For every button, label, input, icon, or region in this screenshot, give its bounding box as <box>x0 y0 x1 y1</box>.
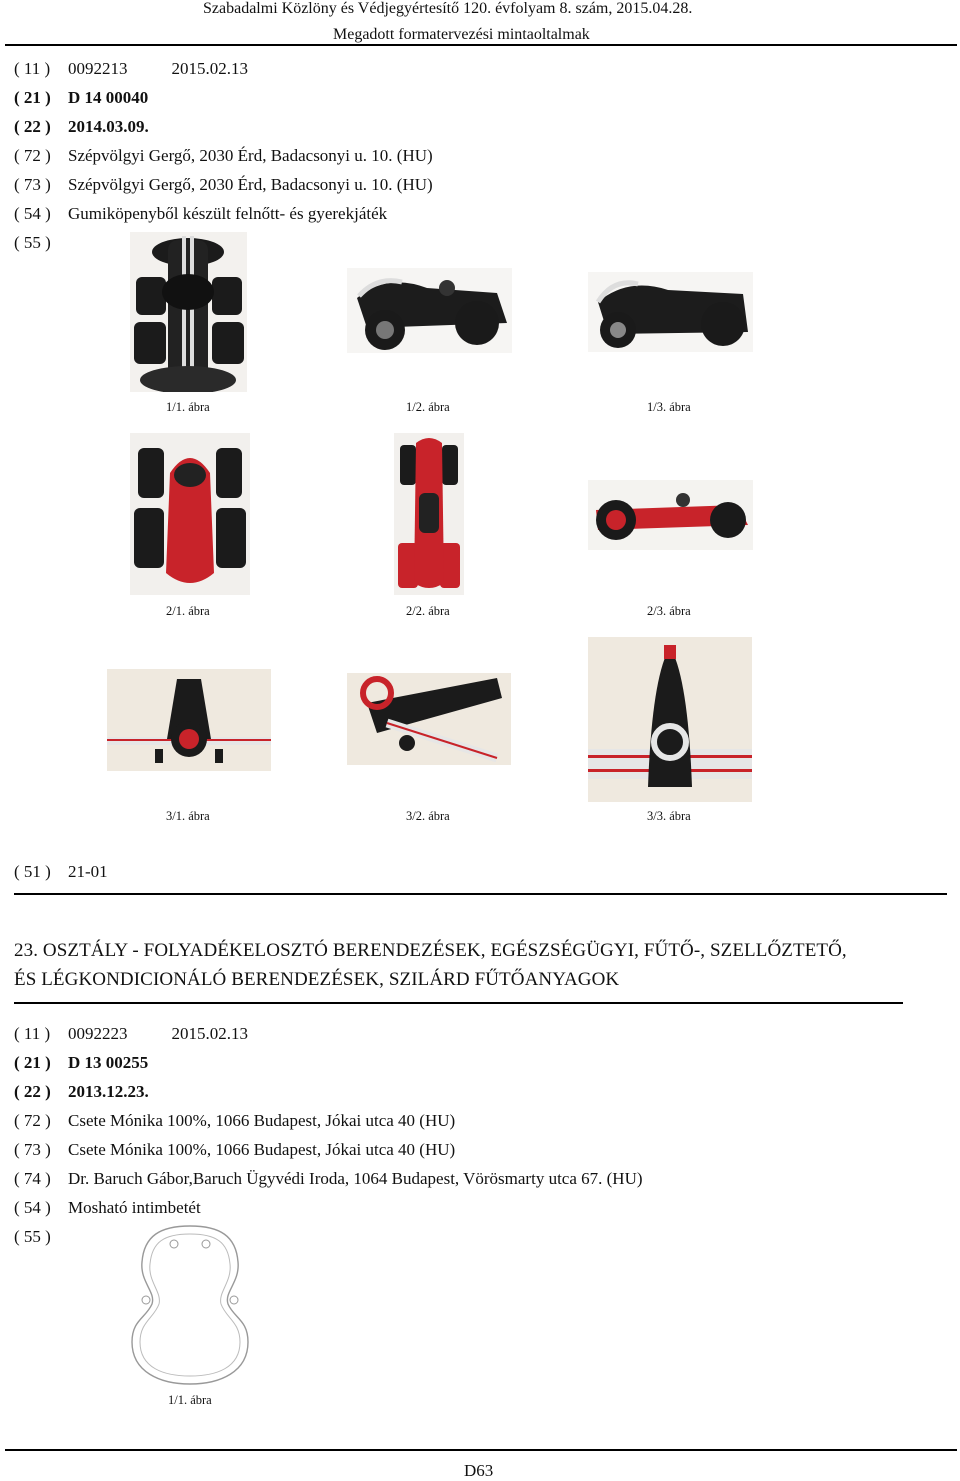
figure-caption: 2/1. ábra <box>166 604 210 618</box>
figure-caption: 3/2. ábra <box>406 809 450 823</box>
representative: Dr. Baruch Gábor,Baruch Ügyvédi Iroda, 1064 Budapest, Vörösmarty utca 67. (HU) <box>68 1169 643 1188</box>
field-code: ( 74 ) <box>14 1169 51 1188</box>
registration-number: 0092223 <box>68 1024 128 1043</box>
holder: Szépvölgyi Gergő, 2030 Érd, Badacsonyi u. 10. (HU) <box>68 175 433 194</box>
journal-title: Szabadalmi Közlöny és Védjegyértesítő 120. évfolyam 8. szám, 2015.04.28. <box>203 0 693 17</box>
figure-caption: 1/1. ábra <box>168 1393 212 1407</box>
figure-2-2 <box>394 433 464 595</box>
filing-date: 2013.12.23. <box>68 1082 149 1101</box>
field-code: ( 22 ) <box>14 1082 51 1101</box>
field-code: ( 55 ) <box>14 1227 51 1246</box>
section-subtitle: Megadott formatervezési mintaoltalmak <box>333 26 590 43</box>
class-heading-line-2: ÉS LÉGKONDICIONÁLÓ BERENDEZÉSEK, SZILÁRD FŰTŐANYAGOK <box>14 969 620 990</box>
figure-2-3 <box>588 480 753 550</box>
field-54 <box>14 1198 201 1218</box>
entry-separator <box>14 893 947 895</box>
field-55 <box>14 1227 68 1247</box>
field-code: ( 54 ) <box>14 1198 51 1217</box>
footer-rule <box>5 1449 957 1451</box>
field-code: ( 11 ) <box>14 59 51 78</box>
registration-number: 0092213 <box>68 59 128 78</box>
designer: Szépvölgyi Gergő, 2030 Érd, Badacsonyi u. 10. (HU) <box>68 146 433 165</box>
field-54 <box>14 204 387 224</box>
field-73 <box>14 175 433 195</box>
field-72 <box>14 1111 455 1131</box>
field-code: ( 54 ) <box>14 204 51 223</box>
field-22 <box>14 1082 149 1102</box>
locarno-class: 21-01 <box>68 862 108 881</box>
figure-pantyliner <box>128 1222 252 1388</box>
field-21 <box>14 1053 148 1073</box>
field-72 <box>14 146 433 166</box>
field-code: ( 73 ) <box>14 1140 51 1159</box>
class-heading-line-1: 23. OSZTÁLY - FOLYADÉKELOSZTÓ BERENDEZÉSEK, EGÉSZSÉGÜGYI, FŰTŐ-, SZELLŐZTETŐ, <box>14 940 847 961</box>
figure-2-1 <box>130 433 250 595</box>
field-73 <box>14 1140 455 1160</box>
designer: Csete Mónika 100%, 1066 Budapest, Jókai utca 40 (HU) <box>68 1111 456 1130</box>
field-11 <box>14 1024 248 1044</box>
field-22 <box>14 117 149 137</box>
field-code: ( 55 ) <box>14 233 51 252</box>
figure-caption: 2/3. ábra <box>647 604 691 618</box>
design-title: Gumiköpenyből készült felnőtt- és gyerekjáték <box>68 204 388 223</box>
field-code: ( 21 ) <box>14 1053 51 1072</box>
registration-date: 2015.02.13 <box>171 59 248 78</box>
figure-1-3 <box>588 272 753 352</box>
holder: Csete Mónika 100%, 1066 Budapest, Jókai utca 40 (HU) <box>68 1140 456 1159</box>
field-21 <box>14 88 148 108</box>
field-55 <box>14 233 68 253</box>
field-74 <box>14 1169 643 1189</box>
design-title: Mosható intimbetét <box>68 1198 201 1217</box>
figure-3-3 <box>588 637 752 802</box>
figure-3-1 <box>107 669 271 771</box>
section-rule <box>14 1002 903 1004</box>
figure-caption: 1/3. ábra <box>647 400 691 414</box>
field-code: ( 21 ) <box>14 88 51 107</box>
field-code: ( 72 ) <box>14 146 51 165</box>
application-number: D 13 00255 <box>68 1053 149 1072</box>
figure-caption: 3/1. ábra <box>166 809 210 823</box>
field-51 <box>14 862 108 882</box>
figure-1-1 <box>130 232 247 392</box>
figure-3-2 <box>347 673 511 765</box>
field-code: ( 22 ) <box>14 117 51 136</box>
figure-1-2 <box>347 268 512 353</box>
filing-date: 2014.03.09. <box>68 117 149 136</box>
application-number: D 14 00040 <box>68 88 149 107</box>
figure-caption: 2/2. ábra <box>406 604 450 618</box>
field-11 <box>14 59 248 79</box>
figure-caption: 3/3. ábra <box>647 809 691 823</box>
page-number: D63 <box>464 1461 494 1480</box>
field-code: ( 51 ) <box>14 862 51 881</box>
figure-caption: 1/1. ábra <box>166 400 210 414</box>
registration-date: 2015.02.13 <box>171 1024 248 1043</box>
figure-caption: 1/2. ábra <box>406 400 450 414</box>
header-rule <box>5 44 957 46</box>
field-code: ( 72 ) <box>14 1111 51 1130</box>
field-code: ( 73 ) <box>14 175 51 194</box>
field-code: ( 11 ) <box>14 1024 51 1043</box>
